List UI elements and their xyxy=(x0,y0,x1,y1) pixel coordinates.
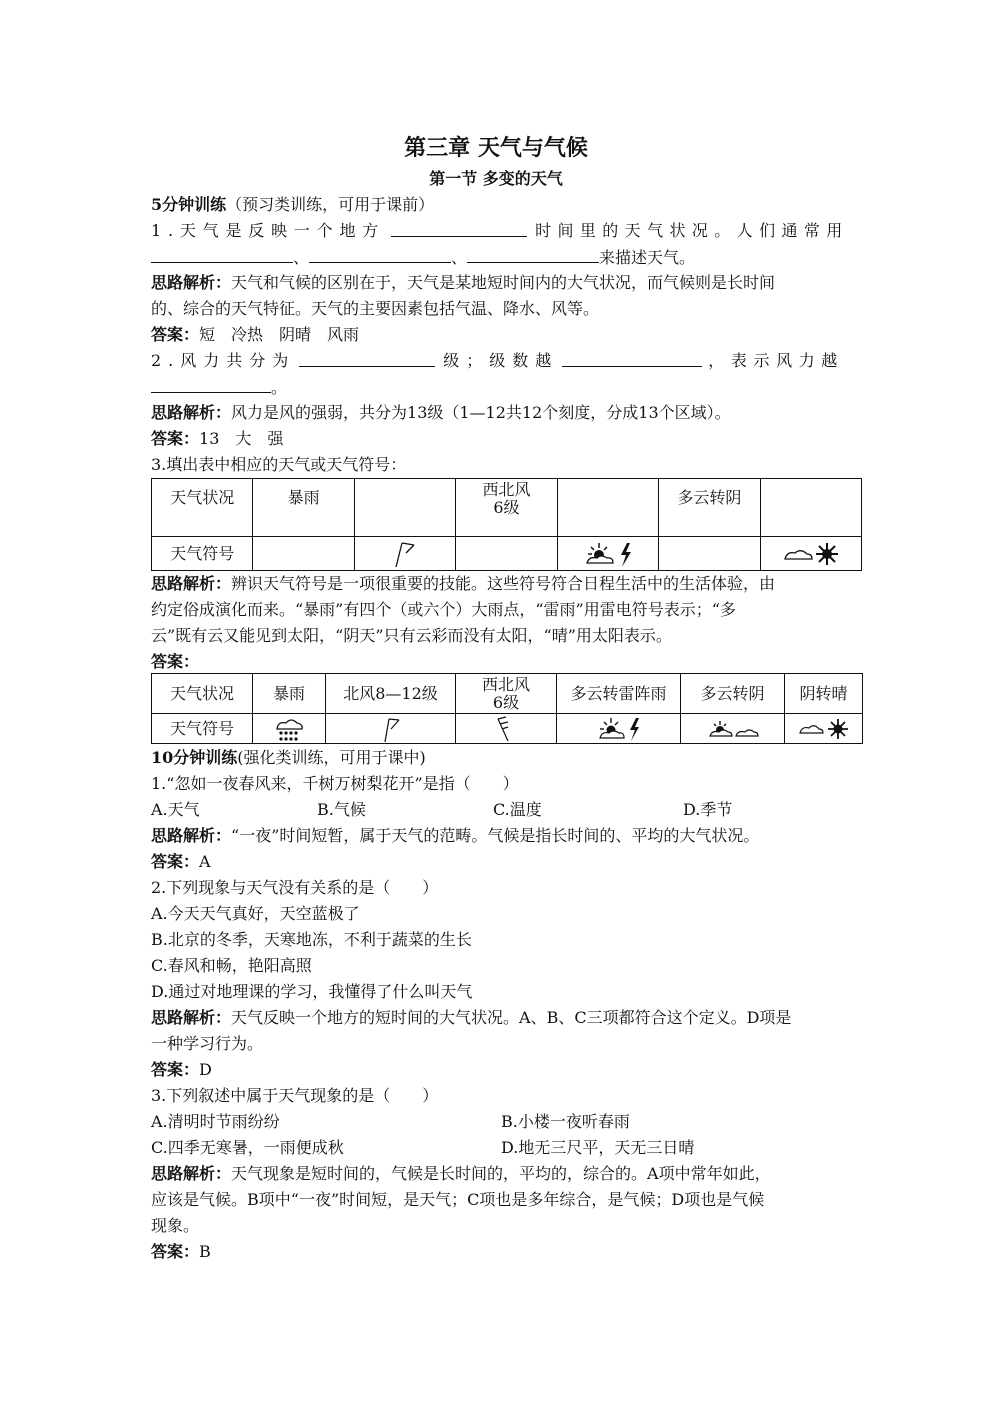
document-page xyxy=(151,130,861,1265)
s2-q1-analysis-label: 思路解析： xyxy=(151,826,232,845)
s2-q2-answer-label: 答案： xyxy=(151,1060,200,1079)
s2-q2-analysis-label: 思路解析： xyxy=(151,1008,232,1027)
table2-cell: 多云转雷阵雨 xyxy=(557,674,681,714)
sec1-heading-note: （预习类训练，可用于课前） xyxy=(226,195,435,214)
weather-table-question xyxy=(151,478,862,571)
s2-q3-answer-text: B xyxy=(199,1242,211,1261)
q3-analysis xyxy=(151,571,861,649)
q2-line-1 xyxy=(151,348,861,374)
table2-symbol-cell xyxy=(785,714,863,744)
q1-text-a: 1.天气是反映一个地方 xyxy=(151,221,386,240)
q1-answer xyxy=(151,322,861,348)
q1-blank-3[interactable] xyxy=(309,244,451,263)
table2-symbol-cell xyxy=(681,714,785,744)
overcast-to-sunny-icon xyxy=(779,539,843,569)
q2-blank-2[interactable] xyxy=(562,348,702,367)
table1-row1-label: 天气状况 xyxy=(152,479,253,537)
s2-q2-answer-text: D xyxy=(199,1060,212,1079)
q2-analysis xyxy=(151,400,861,426)
table1-cell: 多云转阴 xyxy=(659,479,760,537)
table1-symbol-cell xyxy=(760,537,861,571)
option-a[interactable]: A.清明时节雨纷纷 xyxy=(151,1112,280,1131)
s2-q3-analysis-text-2: 应该是气候。B项中“一夜”时间短，是天气；C项也是多年综合，是气候；D项也是气候 xyxy=(151,1190,765,1209)
option-d[interactable]: D.地无三尺平，天无三日晴 xyxy=(501,1138,695,1157)
q1-sep-1: 、 xyxy=(293,248,310,267)
q1-answer-label: 答案： xyxy=(151,325,200,344)
table2-symbol-cell xyxy=(557,714,681,744)
s2-q2-analysis-text-1: 天气反映一个地方的短时间的大气状况。A、B、C三项都符合这个定义。D项是 xyxy=(231,1008,792,1027)
s2-q3-analysis-label: 思路解析： xyxy=(151,1164,232,1183)
q1-text-b: 时间里的天气状况。人们通常用 xyxy=(535,221,849,240)
table1-cell: 西北风6级 xyxy=(456,479,557,537)
q2-answer xyxy=(151,426,861,452)
s2-q1-answer xyxy=(151,849,861,875)
s2-q1-answer-label: 答案： xyxy=(151,852,200,871)
weather-table-answer xyxy=(151,673,863,744)
s2-q1-answer-text: A xyxy=(199,852,211,871)
q2-answer-text: 13 大 强 xyxy=(199,429,284,448)
table1-symbol-cell[interactable] xyxy=(253,537,354,571)
option-c[interactable]: C.温度 xyxy=(493,800,542,819)
s2-q2-analysis xyxy=(151,1005,861,1057)
q1-analysis xyxy=(151,270,861,322)
sec1-heading-label: 5分钟训练 xyxy=(151,195,227,214)
table1-cell[interactable] xyxy=(354,479,455,537)
table2-symbol-cell xyxy=(326,714,456,744)
q2-line-2 xyxy=(151,374,861,400)
option-c[interactable]: C.四季无寒暑，一雨便成秋 xyxy=(151,1138,344,1157)
sec2-heading xyxy=(151,745,861,771)
s2-q1-options xyxy=(151,797,861,823)
s2-q3-analysis-text-1: 天气现象是短时间的，气候是长时间的，平均的，综合的。A项中常年如此， xyxy=(231,1164,771,1183)
q2-text-c: ，表示风力越 xyxy=(708,351,844,370)
option-b[interactable]: B.北京的冬季，天寒地冻，不利于蔬菜的生长 xyxy=(151,930,472,949)
table2-row2-label: 天气符号 xyxy=(152,714,253,744)
table2-symbol-cell xyxy=(253,714,326,744)
table1-symbol-cell[interactable] xyxy=(456,537,557,571)
sec1-heading xyxy=(151,192,861,218)
q2-analysis-text: 风力是风的强弱，共分为13级（1—12共12个刻度，分成13个区域）。 xyxy=(231,403,731,422)
table1-row2-label: 天气符号 xyxy=(152,537,253,571)
s2-q2-analysis-text-2: 一种学习行为。 xyxy=(151,1034,264,1053)
north-wind-flag-icon xyxy=(377,715,405,743)
q3-analysis-text-3: 云”既有云又能见到太阳，“阴天”只有云彩而没有太阳，“晴”用太阳表示。 xyxy=(151,626,672,645)
s2-q3-options-row2 xyxy=(151,1135,861,1161)
option-b[interactable]: B.小楼一夜听春雨 xyxy=(501,1112,630,1131)
q1-blank-4[interactable] xyxy=(467,244,599,263)
northwest-wind-barb-icon xyxy=(492,715,520,743)
q3-analysis-text-1: 辨识天气符号是一项很重要的技能。这些符号符合日程生活中的生活体验，由 xyxy=(231,574,776,593)
s2-q1: 1.“忽如一夜春风来，千树万树梨花开”是指（ ） xyxy=(151,774,519,793)
q3-analysis-text-2: 约定俗成演化而来。“暴雨”有四个（或六个）大雨点，“雷雨”用雷电符号表示；“多 xyxy=(151,600,736,619)
option-a[interactable]: A.天气 xyxy=(151,800,200,819)
chapter-title: 第三章 天气与气候 xyxy=(404,135,588,161)
table2-cell: 暴雨 xyxy=(253,674,326,714)
overcast-to-sunny-icon xyxy=(796,715,852,743)
s2-q3-options-row1 xyxy=(151,1109,861,1135)
option-b[interactable]: B.气候 xyxy=(317,800,366,819)
option-d[interactable]: D.通过对地理课的学习，我懂得了什么叫天气 xyxy=(151,982,473,1001)
q1-analysis-text-1: 天气和气候的区别在于，天气是某地短时间内的大气状况，而气候则是长时间 xyxy=(231,273,776,292)
q3-answer xyxy=(151,649,861,675)
table2-symbol-cell xyxy=(456,714,557,744)
q2-text-a: 2.风力共分为 xyxy=(151,351,296,370)
section-title: 第一节 多变的天气 xyxy=(429,169,563,188)
q3-analysis-label: 思路解析： xyxy=(151,574,232,593)
s2-q3-answer xyxy=(151,1239,861,1265)
rainstorm-icon xyxy=(273,715,305,743)
s2-q3-answer-label: 答案： xyxy=(151,1242,200,1261)
s2-q1-analysis-text: “一夜”时间短暂，属于天气的范畴。气候是指长时间的、平均的大气状况。 xyxy=(231,826,760,845)
table1-symbol-cell xyxy=(354,537,455,571)
q1-sep-2: 、 xyxy=(451,248,468,267)
table1-symbol-cell xyxy=(557,537,658,571)
q2-answer-label: 答案： xyxy=(151,429,200,448)
q1-analysis-text-2: 的、综合的天气特征。天气的主要因素包括气温、降水、风等。 xyxy=(151,299,600,318)
table2-cell: 北风8—12级 xyxy=(326,674,456,714)
cloud-sun-thunder-icon xyxy=(595,715,643,743)
q1-answer-text: 短 冷热 阴晴 风雨 xyxy=(199,325,360,344)
table1-cell[interactable] xyxy=(557,479,658,537)
q2-blank-3[interactable] xyxy=(151,374,271,393)
cloudy-to-overcast-icon xyxy=(706,715,760,743)
q1-line-1 xyxy=(151,218,861,244)
s2-q2: 2.下列现象与天气没有关系的是（ ） xyxy=(151,878,439,897)
table1-cell[interactable] xyxy=(760,479,861,537)
q1-line-2 xyxy=(151,244,861,270)
s2-q2-answer xyxy=(151,1057,861,1083)
table2-cell: 多云转阴 xyxy=(681,674,785,714)
table2-cell: 阴转晴 xyxy=(785,674,863,714)
q2-text-b: 级；级数越 xyxy=(443,351,559,370)
q3-answer-label: 答案： xyxy=(151,652,200,671)
option-c[interactable]: C.春风和畅，艳阳高照 xyxy=(151,956,312,975)
table1-symbol-cell[interactable] xyxy=(659,537,760,571)
flag-icon xyxy=(390,539,420,569)
q2-text-d: 。 xyxy=(271,378,288,397)
q2-blank-1[interactable] xyxy=(299,348,435,367)
s2-q3: 3.下列叙述中属于天气现象的是（ ） xyxy=(151,1086,439,1105)
option-a[interactable]: A.今天天气真好，天空蓝极了 xyxy=(151,904,360,923)
q1-text-e: 来描述天气。 xyxy=(599,248,696,267)
q1-analysis-label: 思路解析： xyxy=(151,273,232,292)
sec2-heading-note: (强化类训练，可用于课中) xyxy=(237,748,426,767)
s2-q1-analysis xyxy=(151,823,861,849)
table2-row1-label: 天气状况 xyxy=(152,674,253,714)
s2-q3-analysis-text-3: 现象。 xyxy=(151,1216,200,1235)
table1-cell: 暴雨 xyxy=(253,479,354,537)
cloud-sun-thunder-icon xyxy=(581,539,635,569)
q3-intro: 3.填出表中相应的天气或天气符号： xyxy=(151,455,407,474)
q1-blank-2[interactable] xyxy=(151,244,293,263)
table2-cell: 西北风6级 xyxy=(456,674,557,714)
q2-analysis-label: 思路解析： xyxy=(151,403,232,422)
option-d[interactable]: D.季节 xyxy=(683,800,733,819)
q1-blank-1[interactable] xyxy=(391,218,527,237)
s2-q3-analysis xyxy=(151,1161,861,1239)
sec2-heading-label: 10分钟训练 xyxy=(151,748,238,767)
